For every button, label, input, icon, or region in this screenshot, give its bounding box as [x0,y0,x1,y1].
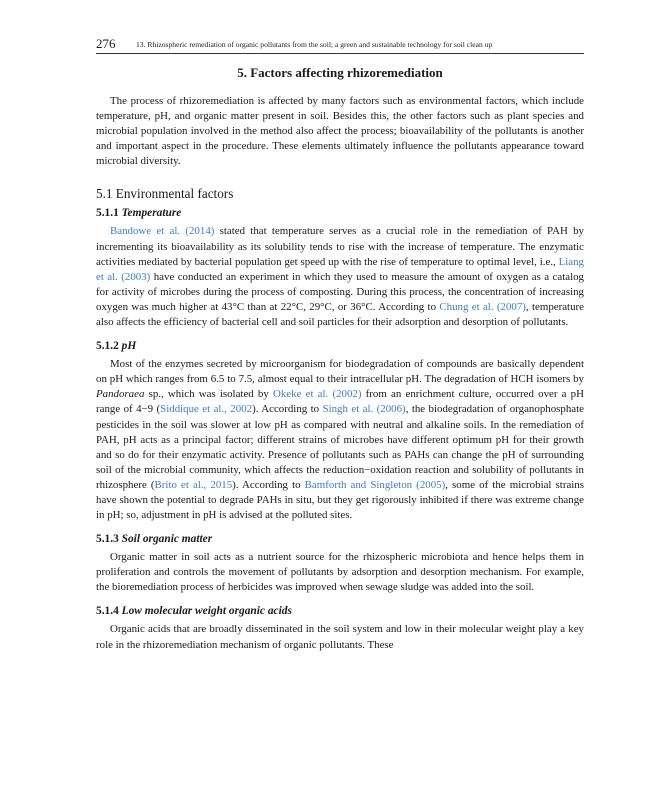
citation-link[interactable]: Chung et al. (2007) [439,300,526,313]
text-run: sp., which was isolated by [144,388,273,401]
page-number: 276 [96,36,116,51]
heading-title: pH [121,340,137,353]
heading-title: Low molecular weight organic acids [121,605,292,618]
heading-number: 5.1.2 [96,340,119,353]
citation-link[interactable]: Okeke et al. (2002) [273,388,362,401]
section-title: 5. Factors affecting rhizoremediation [237,65,443,80]
ph-paragraph [96,357,584,523]
text-run: Most of the enzymes secreted by microorganism for biodegradation of compounds are basically dependent on pH which ranges from 6.5 to 7.5, almost equal to their intracellular pH. The degradation of HCH isomers by [96,358,584,386]
text-run: have conducted an experiment in which they used to measure the amount of oxygen as a catalog for activity of microbes during the process of composting. During this process, the concentration of increasing oxygen was much higher at 43°C than at 22°C, 29°C, or 36°C. According to [96,270,584,313]
temperature-paragraph [96,224,584,330]
heading-soil-organic-matter [96,532,584,547]
heading-ph [96,339,584,354]
heading-title: Soil organic matter [121,533,213,546]
heading-organic-acids [96,604,584,619]
citation-link[interactable]: Bandowe et al. (2014) [110,225,215,238]
text-run: ). According to [252,403,323,416]
text-run: , temperature also affects the efficiency of bacterial cell and soil particles for their adsorption and desorption of pollutants. [96,300,584,329]
running-header [96,33,584,54]
citation-link[interactable]: Singh et al. (2006) [322,403,406,416]
heading-number: 5.1.4 [96,605,119,618]
subsection-title: Environmental factors [115,186,234,202]
intro-paragraph: The process of rhizoremediation is affected by many factors such as environmental factors, which include temperature, pH, and organic matter present in soil. Besides this, the other factors such as plant species and microbial population involved in the method also affect the process; bioavailability of the pollutants is another and important aspect in the procedure. These elements ultimately influence the pollutants appearance toward microbial diversity. [96,95,584,168]
text-run: stated that temperature serves as a crucial role in the remediation of PAH by incrementing its bioavailability as its solubility tends to rise with the increase of temperature. The enzymatic activities mediated by bacterial population get speed up with the rise of temperature to optimal level, i.e., [96,225,584,268]
text-run: , some of the microbial strains have shown the potential to degrade PAHs in situ, but they get rigorously inhibited if there was extreme change in pH; so, adjustment in pH is advised at the polluted sites. [96,478,584,522]
text-run: from an enrichment culture, occurred over a pH range of 4−9 ( [96,388,584,416]
heading-number: 5.1.1 [96,207,119,220]
subsection-heading [96,186,584,202]
soil-organic-matter-paragraph: Organic matter in soil acts as a nutrient source for the rhizospheric microbiota and hence helps them in proliferation and controls the movement of pollutants by adsorption and desorption mechanism. For example, the bioremediation process of herbicides was improved when sewage sludge was added into the soil. [96,551,584,594]
citation-link[interactable]: Liang et al. (2003) [96,255,584,283]
genus-name: Pandoraea [96,388,145,401]
heading-title: Temperature [121,207,182,220]
text-run: ). According to [232,478,305,491]
citation-link[interactable]: Brito et al., 2015 [154,478,233,491]
running-title: 13. Rhizospheric remediation of organic pollutants from the soil; a green and sustainable technology for soil clean up [136,40,493,49]
heading-number: 5.1.3 [96,533,119,546]
page-body [96,94,584,653]
text-run: , the biodegradation of organophosphate pesticides in the soil was slower at low pH as compared with neutral and alkaline soils. In the remediation of PAH, pH acts as a principal factor; different strains of microbes have different optimum pH for their growth and so do for their enzymatic activity. Presence of pollutants such as PAHs can change the pH of surrounding soil of the microbial community, which affects the reduction−oxidation reaction and solubility of pollutants in rhizosphere ( [96,403,584,491]
citation-link[interactable]: Bamforth and Singleton (2005) [304,478,446,491]
citation-link[interactable]: Siddique et al., 2002 [160,403,253,416]
heading-temperature [96,206,584,221]
subsection-number: 5.1 [96,186,113,202]
organic-acids-paragraph: Organic acids that are broadly disseminated in the soil system and low in their molecular weight play a key role in the rhizoremediation mechanism of organic pollutants. These [96,623,584,651]
